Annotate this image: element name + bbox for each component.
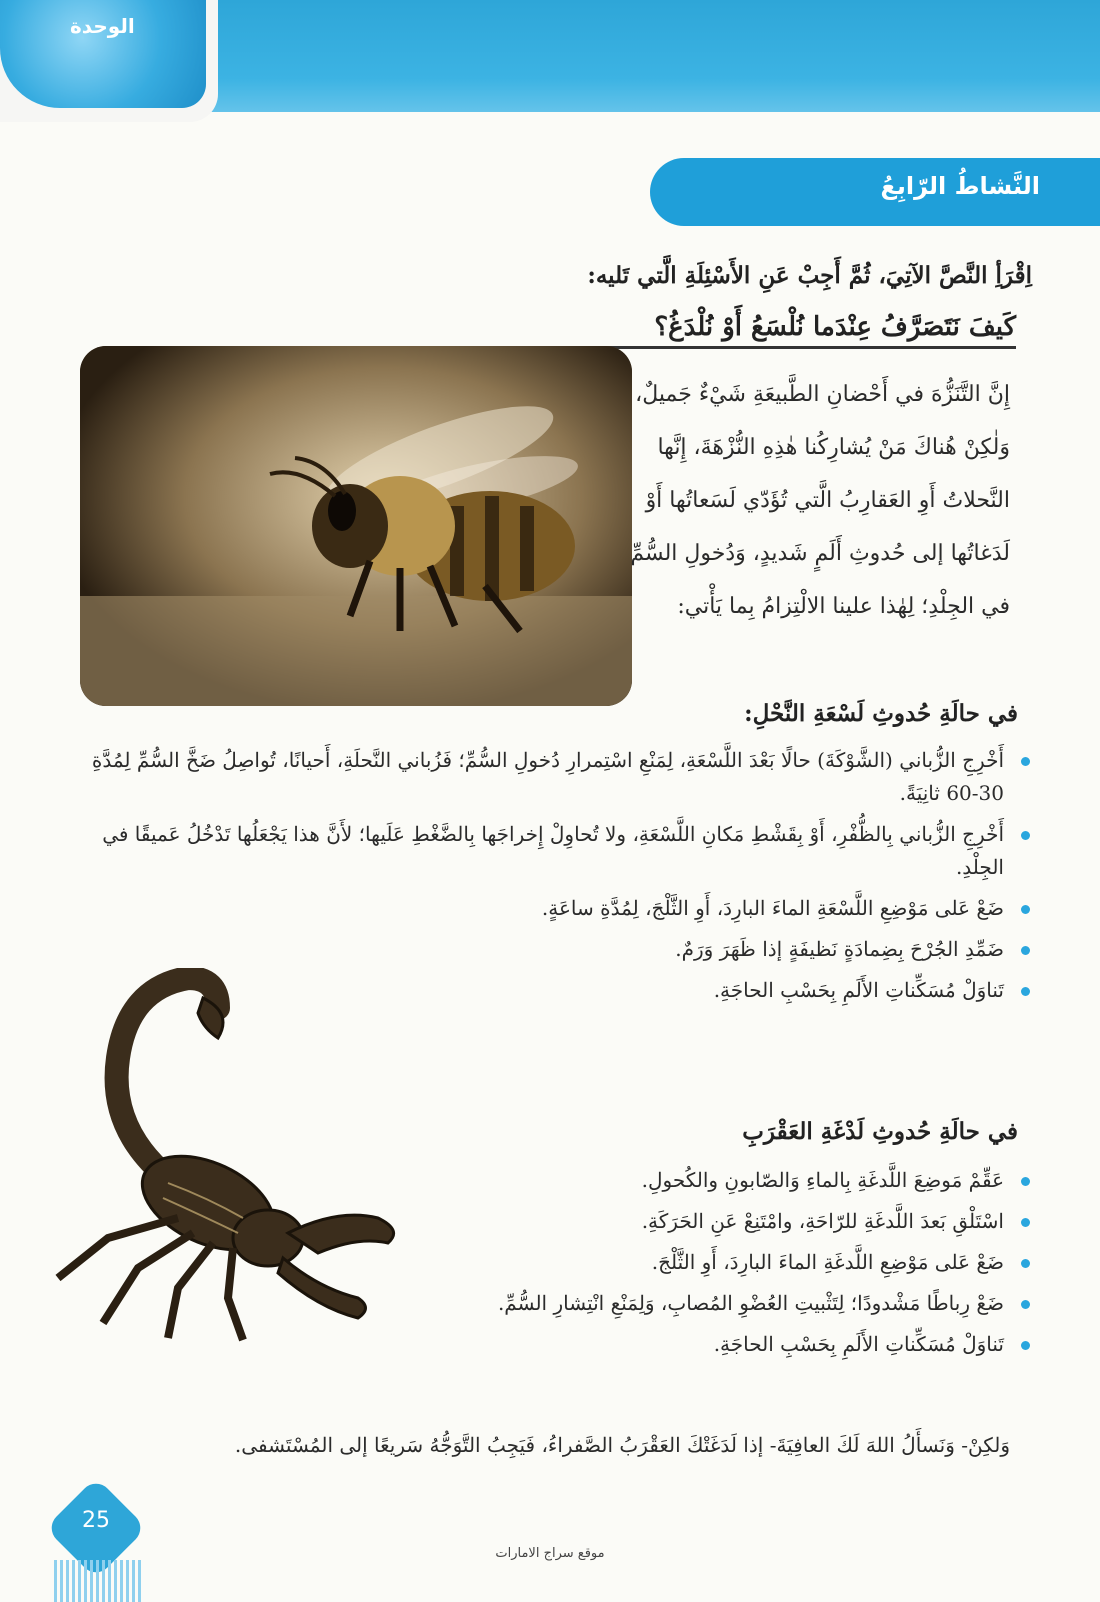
bullet-icon [1021, 831, 1030, 840]
list-item: ضَمِّدِ الجُرْحَ بِضِمادَةٍ نَظيفَةٍ إذا ظَهَرَ وَرَمٌ. [354, 933, 1030, 966]
bullet-icon [1021, 1341, 1030, 1350]
activity-title: النَّشاطُ الرّابِعُ [880, 172, 1040, 200]
bee-section-heading: في حالَةِ حُدوثِ لَسْعَةِ النَّحْلِ: [744, 700, 1018, 727]
bullet-icon [1021, 946, 1030, 955]
scorpion-icon [18, 968, 408, 1348]
list-item: تَناوَلْ مُسَكِّناتِ الأَلَمِ بِحَسْبِ الحاجَةِ. [410, 1328, 1030, 1361]
page-number: 25 [82, 1508, 110, 1533]
bullet-icon [1021, 1300, 1030, 1309]
unit-label: الوحدة [70, 14, 135, 38]
scorpion-section-heading: في حالَةِ حُدوثِ لَدْغَةِ العَقْرَبِ [742, 1118, 1018, 1145]
intro-paragraph: إِنَّ التَّنَزُّهَ في أَحْضانِ الطَّبيعَةِ شَيْءٌ جَميلٌ، وَلٰكِنْ هُناكَ مَنْ يُشارِكُنا هٰذِهِ النُّزْهَةَ، إِنَّها النَّحلاتُ أَوِ العَقارِبُ الَّتي تُؤَدّي لَسَعاتُها أَوْ لَدَغاتُها إلى حُدوثِ أَلَمٍ شَديدٍ، وَدُخولِ السُّمِّ في الجِلْدِ؛ لِهٰذا علينا الالْتِزامُ بِما يَأْتي: [630, 382, 1010, 619]
footer-site: موقع سراج الامارات [495, 1546, 605, 1561]
bullet-icon [1021, 905, 1030, 914]
list-item: ضَعْ عَلى مَوْضِعِ اللَّسْعَةِ الماءَ البارِدَ، أَوِ الثَّلْجَ، لِمُدَّةِ ساعَةٍ. [354, 892, 1030, 925]
activity-banner [650, 158, 1100, 226]
list-item: أَخْرِجِ الزُّباني (الشَّوْكَةَ) حالًا بَعْدَ اللَّسْعَةِ، لِمَنْعِ اسْتِمرارِ دُخولِ السُّمِّ؛ فَزُباني النَّحلَةِ، أَحيانًا، تُواصِلُ ضَخَّ السُّمِّ لِمُدَّةِ 30-60 ثانِيَةً. [60, 744, 1030, 810]
bullet-icon [1021, 757, 1030, 766]
list-item: اسْتَلْقِ بَعدَ اللَّدغَةِ للرّاحَةِ، وامْتَنِعْ عَنِ الحَرَكَةِ. [410, 1205, 1030, 1238]
bullet-icon [1021, 987, 1030, 996]
list-item: أَخْرِجِ الزُّباني بِالظُّفْرِ، أَوْ بِقَشْطِ مَكانِ اللَّسْعَةِ، ولا تُحاوِلْ إِخراجَها بِالضَّغْطِ عَلَيها؛ لأَنَّ هذا يَجْعَلُها تَدْخُلُ عَميقًا في الجِلْدِ. [60, 818, 1030, 884]
list-item: ضَعْ رِباطًا مَشْدودًا؛ لِتَثْبيتِ العُضْوِ المُصابِ، وَلِمَنْعِ انْتِشارِ السُّمِّ. [410, 1287, 1030, 1320]
bee-photo [80, 346, 632, 706]
scorpion-steps-list [410, 1164, 1030, 1369]
bullet-icon [1021, 1259, 1030, 1268]
list-item: ضَعْ عَلى مَوْضِعِ اللَّدغَةِ الماءَ البارِدَ، أَوِ الثَّلْجَ. [410, 1246, 1030, 1279]
text-title: كَيفَ نَتَصَرَّفُ عِنْدَما نُلْسَعُ أَوْ نُلْدَغُ؟ [376, 312, 1016, 349]
page-decoration [54, 1560, 144, 1602]
instruction-text: اِقْرَأِ النَّصَّ الآتِيَ، ثُمَّ أَجِبْ عَنِ الأَسْئِلَةِ الَّتي تَليه: [587, 262, 1032, 289]
list-item: تَناوَلْ مُسَكِّناتِ الأَلَمِ بِحَسْبِ الحاجَةِ. [354, 974, 1030, 1007]
bullet-icon [1021, 1177, 1030, 1186]
closing-paragraph: وَلكِنْ- وَنَسأَلُ اللهَ لَكَ العافِيَةَ- إذا لَدَغَتْكَ العَقْرَبُ الصَّفراءُ، فَيَجِبُ التَّوَجُّهُ سَريعًا إلى المُسْتَشفى. [234, 1433, 1010, 1457]
bee-icon [80, 346, 632, 706]
list-item: عَقِّمْ مَوضِعَ اللَّدغَةِ بِالماءِ وَالصّابونِ والكُحولِ. [410, 1164, 1030, 1197]
bullet-icon [1021, 1218, 1030, 1227]
